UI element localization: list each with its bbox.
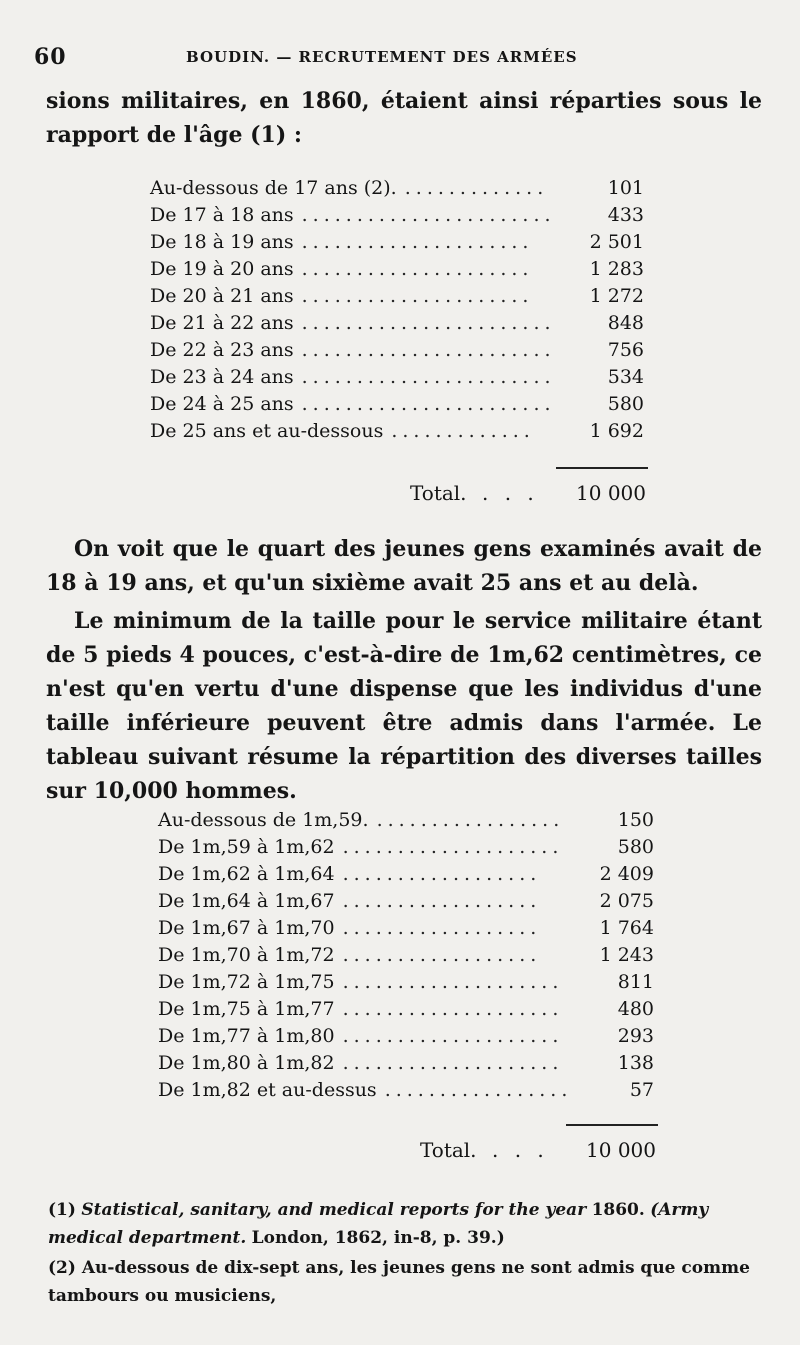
page-number: 60 (34, 44, 67, 70)
height-table-row-value: 1 243 (599, 944, 654, 966)
age-table-row-leader: ....................... (301, 312, 556, 334)
footnote-2: (2) Au-dessous de dix-sept ans, les jeunes gens ne sont admis que comme tambours ou musiciens, (48, 1258, 750, 1306)
height-table-row-label: De 1m,59 à 1m,62 (158, 836, 335, 858)
height-table-row-label: De 1m,67 à 1m,70 (158, 917, 335, 939)
age-total-row (410, 481, 646, 509)
age-total-value: 10 000 (576, 481, 646, 505)
footnotes (48, 1196, 766, 1310)
height-table-row (158, 834, 654, 861)
age-total-rule (556, 467, 648, 469)
age-table-row-value: 1 272 (589, 285, 644, 307)
height-total-label: Total. (420, 1138, 477, 1162)
footnote-1 (48, 1196, 766, 1252)
height-table-row (158, 1023, 654, 1050)
height-total-value: 10 000 (586, 1138, 656, 1162)
age-table-row-leader: ....................... (301, 204, 556, 226)
footnote-1-marker: (1) (48, 1200, 76, 1220)
age-table-row (150, 310, 644, 337)
height-table-row-value: 811 (617, 971, 654, 993)
footnote-1-source: (Army medical department. (48, 1200, 709, 1248)
age-total-label: Total. (410, 481, 467, 505)
footnote-1-title: Statistical, sanitary, and medical reports for the year (81, 1200, 587, 1220)
height-table-row-leader: .................. (342, 917, 542, 939)
age-total-leader: . . . (482, 481, 539, 505)
height-table-row-leader: .................... (342, 1052, 564, 1074)
height-table-row-label: De 1m,64 à 1m,67 (158, 890, 335, 912)
footnote-1-year: 1860. (591, 1200, 645, 1220)
age-table-row-value: 534 (607, 366, 644, 388)
age-table-row-value: 2 501 (589, 231, 644, 253)
height-table-row-leader: ................. (384, 1079, 573, 1101)
age-table-row-label: De 21 à 22 ans (150, 312, 294, 334)
age-table-row-label: De 24 à 25 ans (150, 393, 294, 415)
page-header (34, 44, 754, 74)
age-table-row-label: De 22 à 23 ans (150, 339, 294, 361)
paragraph-2 (46, 532, 762, 600)
age-table-row (150, 418, 644, 445)
height-table-row-leader: .................... (342, 998, 564, 1020)
age-table-row-label: De 23 à 24 ans (150, 366, 294, 388)
age-table-row (150, 283, 644, 310)
height-table-row (158, 915, 654, 942)
age-table-row (150, 202, 644, 229)
age-table-row-leader: ..................... (301, 258, 534, 280)
height-table-row-leader: ................. (376, 809, 565, 831)
intro-text: sions militaires, en 1860, étaient ainsi réparties sous le rapport de l'âge (1) : (46, 88, 762, 148)
age-table-row (150, 256, 644, 283)
height-table-row-leader: .................... (342, 971, 564, 993)
height-total-leader: . . . (492, 1138, 549, 1162)
age-table-row-leader: ..................... (301, 231, 534, 253)
age-table-row-leader: ....................... (301, 366, 556, 388)
height-table-row (158, 1050, 654, 1077)
age-table-row-leader: ....................... (301, 393, 556, 415)
height-table-row-label: De 1m,80 à 1m,82 (158, 1052, 335, 1074)
height-table-row-label: De 1m,72 à 1m,75 (158, 971, 335, 993)
age-table-row (150, 364, 644, 391)
height-table-row-leader: .................... (342, 836, 564, 858)
height-table-row (158, 861, 654, 888)
height-table-row-label: Au-dessous de 1m,59. (158, 809, 369, 831)
height-table-row (158, 942, 654, 969)
paragraph-2-text: On voit que le quart des jeunes gens examinés avait de 18 à 19 ans, et qu'un sixième avait 25 ans et au delà. (46, 536, 762, 596)
height-table-row-label: De 1m,75 à 1m,77 (158, 998, 335, 1020)
age-table-row-value: 1 692 (589, 420, 644, 442)
age-table-row-value: 433 (607, 204, 644, 226)
height-table-row-label: De 1m,70 à 1m,72 (158, 944, 335, 966)
height-table-row-value: 150 (617, 809, 654, 831)
height-table-row-value: 293 (617, 1025, 654, 1047)
age-table-row (150, 229, 644, 256)
height-table-row-value: 57 (629, 1079, 654, 1101)
age-table-row-label: Au-dessous de 17 ans (2). (150, 177, 397, 199)
age-table-row-value: 848 (607, 312, 644, 334)
intro-paragraph (46, 84, 762, 152)
height-table-row-label: De 1m,77 à 1m,80 (158, 1025, 335, 1047)
height-table (158, 807, 654, 1104)
height-table-row (158, 969, 654, 996)
height-table-row-value: 2 409 (599, 863, 654, 885)
height-table-row (158, 996, 654, 1023)
height-table-row-leader: .................. (342, 944, 542, 966)
height-table-row-value: 1 764 (599, 917, 654, 939)
height-total-rule (566, 1124, 658, 1126)
age-table-row-label: De 18 à 19 ans (150, 231, 294, 253)
height-table-row-value: 138 (617, 1052, 654, 1074)
age-table-row (150, 337, 644, 364)
height-table-row-label: De 1m,82 et au-dessus (158, 1079, 377, 1101)
age-table-row-label: De 20 à 21 ans (150, 285, 294, 307)
footnote-1-rest: London, 1862, in-8, p. 39.) (251, 1228, 505, 1248)
age-table-row-leader: ..................... (301, 285, 534, 307)
paragraph-3 (46, 604, 762, 808)
age-table-row-leader: ............. (404, 177, 549, 199)
age-table-row (150, 391, 644, 418)
height-table-row-value: 2 075 (599, 890, 654, 912)
height-table-row-value: 480 (617, 998, 654, 1020)
age-table-row-leader: ............. (391, 420, 535, 442)
height-table-row (158, 1077, 654, 1104)
age-table-row-label: De 19 à 20 ans (150, 258, 294, 280)
paragraph-3-text: Le minimum de la taille pour le service militaire étant de 5 pieds 4 pouces, c'est-à-dire de 1m,62 centimètres, ce n'est qu'en vertu d'une dispense que les individus d'une taille inférieure peuvent être admis dans l'armée. Le tableau suivant résume la répartition des diverses tailles sur 10,000 hommes. (46, 608, 762, 804)
age-table-row-value: 1 283 (589, 258, 644, 280)
height-table-row-leader: .................... (342, 1025, 564, 1047)
age-table-row (150, 175, 644, 202)
age-table-row-label: De 25 ans et au-dessous (150, 420, 384, 442)
age-table-row-value: 101 (607, 177, 644, 199)
height-table-row-value: 580 (617, 836, 654, 858)
height-table-row (158, 807, 654, 834)
age-table (150, 175, 644, 445)
height-table-row-leader: .................. (342, 863, 542, 885)
height-table-row-label: De 1m,62 à 1m,64 (158, 863, 335, 885)
height-total-row (420, 1138, 656, 1166)
height-table-row-leader: .................. (342, 890, 542, 912)
height-table-row (158, 888, 654, 915)
age-table-row-value: 756 (607, 339, 644, 361)
age-table-row-leader: ....................... (301, 339, 556, 361)
running-title: BOUDIN. — RECRUTEMENT DES ARMÉES (186, 48, 578, 66)
age-table-row-label: De 17 à 18 ans (150, 204, 294, 226)
age-table-row-value: 580 (607, 393, 644, 415)
